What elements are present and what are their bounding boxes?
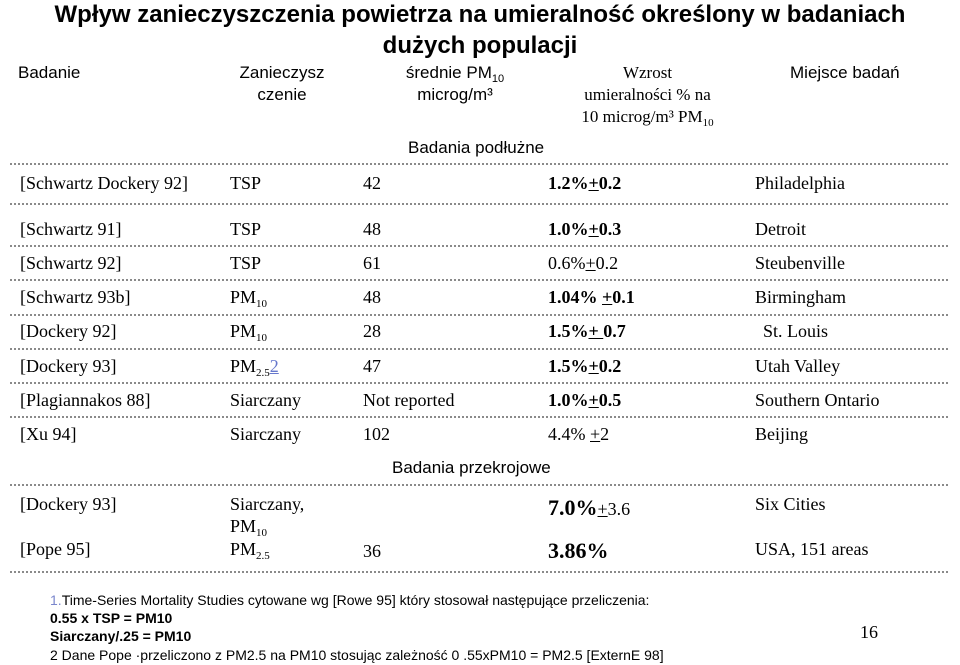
cell-place: USA, 151 areas	[755, 539, 869, 559]
page-number: 16	[860, 622, 878, 642]
section-cross-sectional: Badania przekrojowe	[392, 458, 551, 477]
cell-study: [Schwartz Dockery 92]	[20, 173, 188, 193]
cell-study: [Plagiannakos 88]	[20, 390, 151, 410]
header-wzrost-line-2: umieralności % na	[584, 85, 711, 104]
cell-increase: 0.6%+0.2	[548, 253, 619, 273]
header-zanieczyszczenie	[222, 62, 342, 106]
cell-place: Detroit	[755, 219, 806, 239]
cell-pollutant: $PM_{10}$	[230, 321, 268, 344]
cell-place: Beijing	[755, 424, 808, 444]
cell-place: Steubenville	[755, 253, 845, 273]
header-wzrost-line-3: 10 microg/m³ $PM_{10}$	[581, 107, 714, 129]
divider	[10, 416, 948, 418]
cell-increase: 4.4% +2	[548, 424, 610, 444]
divider	[10, 484, 948, 486]
cell-increase: 1.0%+0.3	[548, 219, 622, 239]
cell-study: [Xu 94]	[20, 424, 77, 444]
cell-pollutant: Siarczany,	[230, 494, 305, 514]
cell-place: Utah Valley	[755, 356, 841, 376]
cell-mean: 36	[363, 541, 381, 561]
cell-study: [Schwartz 92]	[20, 253, 122, 273]
footnote-number: 1.	[50, 592, 62, 608]
cell-mean: 48	[363, 287, 381, 307]
cell-mean: Not reported	[363, 390, 455, 410]
cell-study: [Pope 95]	[20, 539, 91, 559]
cell-place: Southern Ontario	[755, 390, 880, 410]
cell-increase: 1.5%+ 0.7	[548, 321, 626, 341]
cell-study: [Schwartz 91]	[20, 219, 122, 239]
header-srednie-line-1: średnie $PM_{10}$	[405, 63, 505, 85]
footnote-line-3: Siarczany/.25 = PM10	[50, 628, 192, 644]
cell-study: [Dockery 93]	[20, 356, 117, 376]
cell-increase: 1.04% +0.1	[548, 287, 635, 307]
cell-mean: 28	[363, 321, 381, 341]
cell-mean: 61	[363, 253, 381, 273]
cell-pollutant: TSP	[230, 253, 262, 273]
divider	[10, 163, 948, 165]
cell-pollutant: $PM_{2.5}$	[230, 539, 270, 562]
header-srednie	[385, 62, 525, 106]
divider	[10, 279, 948, 281]
cell-pollutant: TSP	[230, 219, 262, 239]
divider	[10, 571, 948, 573]
header-miejsce: Miejsce badań	[790, 63, 900, 82]
page-title-line-2: dużych populacji	[382, 32, 578, 59]
header-wzrost	[555, 62, 740, 128]
cell-pollutant: $PM_{2.5}2$	[230, 356, 279, 379]
footnote-line-4: 2 Dane Pope ·przeliczono z PM2.5 na PM10 stosując zależność 0 .55xPM10 = PM2.5 [ExternE 98]	[50, 647, 664, 663]
cell-pollutant: Siarczany	[230, 424, 301, 444]
header-wzrost-line-1: Wzrost	[622, 63, 673, 82]
cell-mean: 47	[363, 356, 381, 376]
section-longitudinal: Badania podłużne	[408, 138, 545, 157]
divider	[10, 245, 948, 247]
cell-mean: 102	[363, 424, 390, 444]
cell-place: Six Cities	[755, 494, 826, 514]
cell-study: [Dockery 92]	[20, 321, 117, 341]
footnote-link[interactable]: 2	[269, 356, 279, 376]
divider	[10, 314, 948, 316]
divider	[10, 382, 948, 384]
header-zanieczyszczenie-line-2: czenie	[257, 85, 307, 104]
divider	[10, 203, 948, 205]
cell-pollutant: TSP	[230, 173, 262, 193]
cell-study: [Dockery 93]	[20, 494, 117, 514]
cell-increase: 1.0%+0.5	[548, 390, 622, 410]
cell-pollutant: Siarczany	[230, 390, 301, 410]
header-srednie-line-2: microg/m³	[417, 85, 493, 104]
cell-place: Philadelphia	[755, 173, 845, 193]
cell-pollutant: $PM_{10}$	[230, 287, 268, 310]
footnote-line-1: 1.Time-Series Mortality Studies cytowane wg [Rowe 95] który stosował następujące przeliczenia:	[50, 592, 650, 608]
cell-mean: 48	[363, 219, 381, 239]
cell-pollutant-2: $PM_{10}$	[230, 516, 268, 539]
footnote-line-2: 0.55 x TSP = PM10	[50, 610, 173, 626]
cell-mean: 42	[363, 173, 381, 193]
cell-place: St. Louis	[763, 321, 829, 341]
divider	[10, 348, 948, 350]
cell-study: [Schwartz 93b]	[20, 287, 131, 307]
cell-increase: 3.86%	[548, 538, 609, 563]
cell-increase: 1.2%+0.2	[548, 173, 622, 193]
cell-increase: 1.5%+0.2	[548, 356, 622, 376]
header-zanieczyszczenie-line-1: Zanieczysz	[239, 63, 325, 82]
page-title-line-1: Wpływ zanieczyszczenia powietrza na umieralność określony w badaniach	[54, 1, 906, 28]
header-badanie: Badanie	[18, 63, 81, 82]
cell-increase: 7.0%+3.6	[548, 495, 631, 520]
cell-place: Birmingham	[755, 287, 846, 307]
